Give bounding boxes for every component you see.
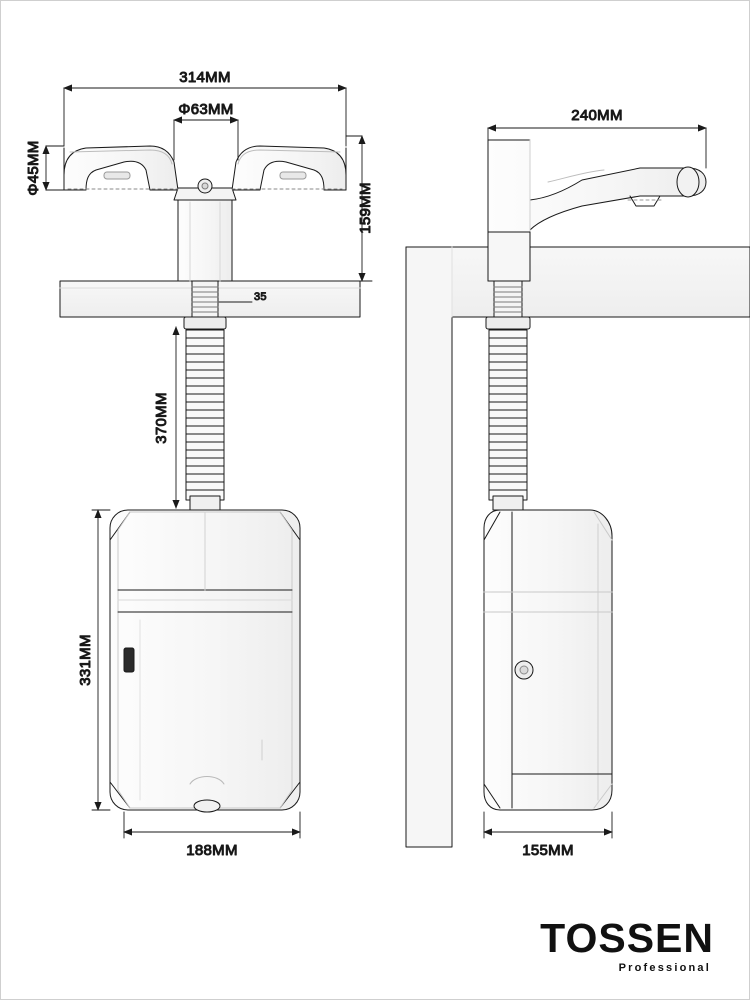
dim-label-body-width: 188MM: [186, 842, 238, 859]
dim-label-body-depth: 155MM: [522, 842, 574, 859]
brand-name: TOSSEN: [540, 915, 714, 961]
faucet-column-front: [178, 200, 232, 281]
flexible-hose-front: [186, 330, 224, 510]
dim-label-body-height: 331MM: [77, 634, 94, 686]
dim-label-faucet-height: 159MM: [357, 182, 374, 234]
dim-label-side-depth: 240MM: [571, 107, 623, 124]
appliance-body-front: [110, 510, 300, 812]
brand-logo: [540, 915, 714, 974]
dim-label-handle-diameter: Φ45MM: [25, 140, 42, 196]
dim-label-deck-thickness: 35: [254, 291, 267, 303]
dim-label-overall-width: 314MM: [179, 69, 231, 86]
dim-label-hose-length: 370MM: [153, 392, 170, 444]
appliance-body-side: [484, 510, 612, 810]
flexible-hose-side: [489, 330, 527, 510]
brand-tagline: Professional: [618, 962, 711, 974]
dim-label-spout-diameter: Φ63MM: [178, 101, 234, 118]
